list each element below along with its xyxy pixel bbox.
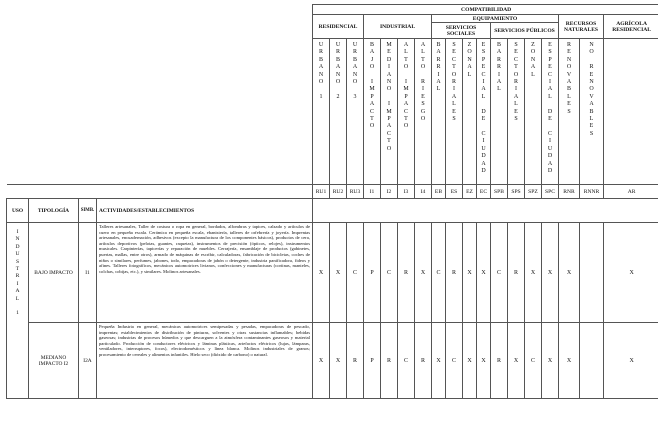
column-label-es: S E C T O R I A L E S: [446, 39, 463, 185]
mark-es: R: [446, 223, 463, 323]
mark-ec: X: [477, 323, 491, 399]
column-label-spc: E S P E C I A L D E C I U D A D: [542, 39, 559, 185]
blank-header-spacer: [313, 199, 658, 223]
column-code-rnr: RNR: [559, 185, 580, 199]
column-code-sps: SPS: [508, 185, 525, 199]
mark-rnnr: [580, 223, 604, 323]
column-code-ru3: RU3: [347, 185, 364, 199]
column-label-spz: Z O N A L: [525, 39, 542, 185]
header-servicios-sociales: SERVICIOS SOCIALES: [432, 23, 491, 39]
mark-ru3: C: [347, 223, 364, 323]
mark-i1: P: [364, 223, 381, 323]
tipologia-mediano-impacto: MEDIANO IMPACTO I2: [29, 323, 79, 399]
mark-spz: C: [525, 323, 542, 399]
mark-ru3: R: [347, 323, 364, 399]
mark-spb: C: [491, 223, 508, 323]
mark-ec: X: [477, 223, 491, 323]
column-label-rnnr: N O R E N O V A B L E S: [580, 39, 604, 185]
mark-eb: C: [432, 223, 446, 323]
column-label-ar: [604, 39, 658, 185]
column-label-ru3: U R B A N O 3: [347, 39, 364, 185]
simb-i1: I1: [79, 223, 97, 323]
column-label-ez: Z O N A L: [463, 39, 477, 185]
column-code-ez: EZ: [463, 185, 477, 199]
mark-eb: X: [432, 323, 446, 399]
column-label-ru1: U R B A N O 1: [313, 39, 330, 185]
column-code-spb: SPB: [491, 185, 508, 199]
column-code-ar: AR: [604, 185, 658, 199]
column-code-es: ES: [446, 185, 463, 199]
mark-rnnr: [580, 323, 604, 399]
mark-ru1: X: [313, 223, 330, 323]
header-compatibilidad: COMPATIBILIDAD: [313, 5, 658, 15]
column-code-i4: I4: [415, 185, 432, 199]
blank-code-spacer: [7, 185, 313, 199]
column-code-spc: SPC: [542, 185, 559, 199]
header-agricola: AGRÍCOLA RESIDENCIAL: [604, 15, 658, 39]
column-label-i1: B A J O I M P A C T O: [364, 39, 381, 185]
column-code-eb: EB: [432, 185, 446, 199]
header-industrial: INDUSTRIAL: [364, 15, 432, 39]
mark-ru2: X: [330, 323, 347, 399]
mark-i1: P: [364, 323, 381, 399]
mark-i4: R: [415, 323, 432, 399]
mark-i4: X: [415, 223, 432, 323]
column-label-spb: B A R R I A L: [491, 39, 508, 185]
column-code-ru1: RU1: [313, 185, 330, 199]
mark-rnr: X: [559, 223, 580, 323]
column-label-i3: A L T O I M P A C T O: [398, 39, 415, 185]
description-mediano-impacto: Pequeña Industria en general, mecánicas automotrices semipesadas y pesadas, empacadoras de pescado, imprentas; establecimientos de distribución de pinturas, solventes y otras sustancias inflamables; bebidas gaseosas; industrias de procesos húmedos y que descarguen a la atmósfera contaminantes gaseosos y material particulado. Producción de conductores eléctricos y láminas plásticas, artefactos eléctricos (lujas, lámparas, ventiladores, interruptores, focos), electrodomésticos y línea blanca. Molinos industriales de granos; procesamiento de cereales y alimentos infantiles. Hielo seco (dióxido de carbono) o natural.: [97, 323, 313, 399]
column-label-i2: M E D I A N O I M P A C T O: [381, 39, 398, 185]
column-code-spz: SPZ: [525, 185, 542, 199]
col-header-uso: USO: [7, 199, 29, 223]
mark-i3: R: [398, 223, 415, 323]
simb-i2a: I2A: [79, 323, 97, 399]
blank-corner: [7, 5, 313, 185]
mark-ar: X: [604, 223, 658, 323]
mark-spc: X: [542, 223, 559, 323]
column-label-rnr: R E N O V A B L E S: [559, 39, 580, 185]
mark-ar: X: [604, 323, 658, 399]
mark-rnr: X: [559, 323, 580, 399]
header-servicios-publicos: SERVICIOS PÚBLICOS: [491, 23, 559, 39]
column-label-eb: B A R R I A L: [432, 39, 446, 185]
column-label-ec: E S P E C I A L D E C I U D A D: [477, 39, 491, 185]
mark-spz: X: [525, 223, 542, 323]
mark-i2: R: [381, 323, 398, 399]
header-recursos-naturales: RECURSOS NATURALES: [559, 15, 604, 39]
mark-sps: R: [508, 223, 525, 323]
mark-ez: X: [463, 223, 477, 323]
description-bajo-impacto: Talleres artesanales, Taller de costura o ropa en general, bordados, alfombras y tapices, calzado y artículos de cuero en pequeña escala. Cerámica en pequeña escala, ebanistería, talleres de orfebrería y joyería. Imprentas artesanales, encuadernación, adhesivos (excepto la manufactura de los componentes básicos), productos de cera, artículos deportivos (pelotas, guantes, raquetas), instrumentos de precisión (ópticos, relojes), instrumentos musicales. Carpinterías, tapicerías y reparación de muebles. Cerrajería, ensamblaje de productos (gabinetes, puertas, mallas, entre otros), armado de máquinas de escribir, calculadoras, fabricación de bicicletas, coches de niños o similares, perfumes, jabones, todo, empacadoras de jabón o detergente, industria panificadora, fideos y afines. Talleres fotográficos, mecánicos automotrices livianos, confecciones y manufacturas (cortinas, manteles, colchas, cobijas, etc.), y similares. Molinos artesanales.: [97, 223, 313, 323]
tipologia-bajo-impacto: BAJO IMPACTO: [29, 223, 79, 323]
column-code-rnnr: RNNR: [580, 185, 604, 199]
col-header-simb: SIMB.: [79, 199, 97, 223]
column-code-i3: I3: [398, 185, 415, 199]
mark-ru2: X: [330, 223, 347, 323]
column-code-ru2: RU2: [330, 185, 347, 199]
col-header-actividades: ACTIVIDADES/ESTABLECIMIENTOS: [97, 199, 313, 223]
compatibility-table: [6, 4, 658, 399]
mark-es: C: [446, 323, 463, 399]
col-header-tipologia: TIPOLOGÍA: [29, 199, 79, 223]
column-label-i4: A L T O R I E S G O: [415, 39, 432, 185]
mark-ez: X: [463, 323, 477, 399]
mark-i3: C: [398, 323, 415, 399]
header-equipamiento: EQUIPAMIENTO: [432, 15, 559, 23]
column-label-sps: S E C T O R I A L E S: [508, 39, 525, 185]
column-code-i2: I2: [381, 185, 398, 199]
column-code-i1: I1: [364, 185, 381, 199]
mark-ru1: X: [313, 323, 330, 399]
mark-sps: X: [508, 323, 525, 399]
column-code-ec: EC: [477, 185, 491, 199]
uso-vertical: I N D U S T R I A L 1: [7, 223, 29, 399]
column-label-ru2: U R B A N O 2: [330, 39, 347, 185]
mark-i2: C: [381, 223, 398, 323]
header-residencial: RESIDENCIAL: [313, 15, 364, 39]
mark-spc: X: [542, 323, 559, 399]
mark-spb: R: [491, 323, 508, 399]
